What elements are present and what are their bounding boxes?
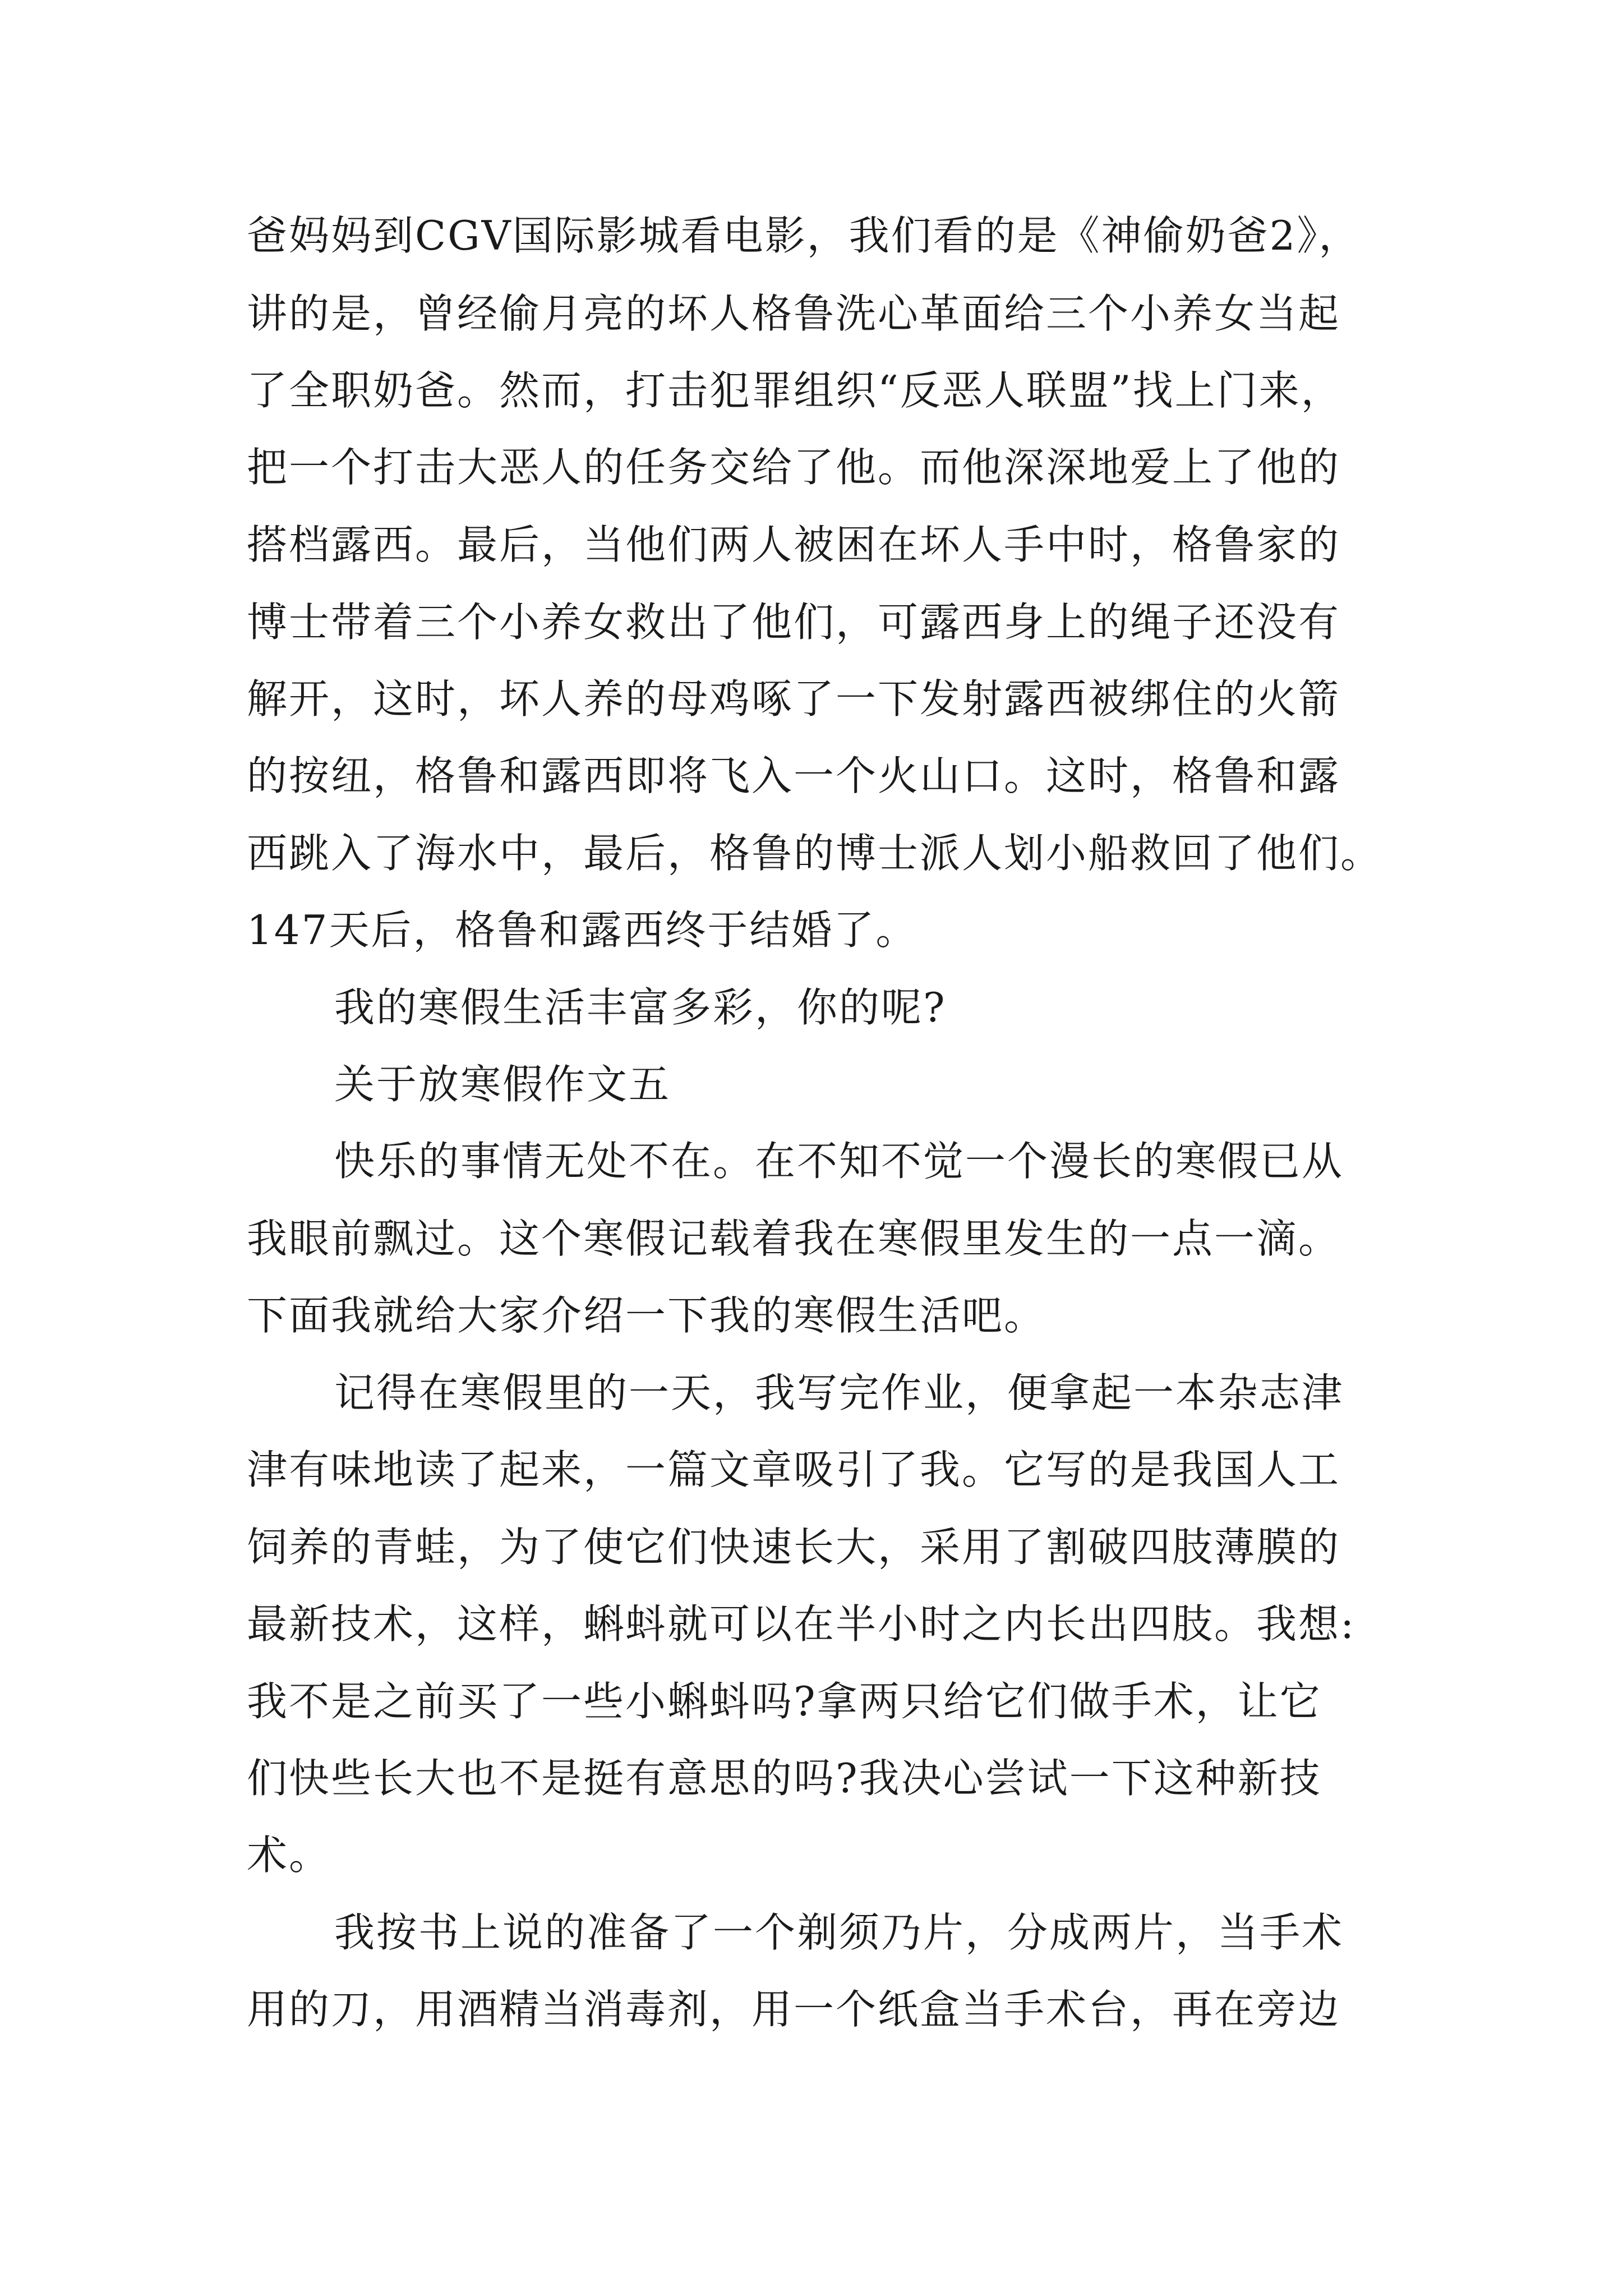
text-line: 博士带着三个小养女救出了他们，可露西身上的绳子还没有 bbox=[247, 599, 1341, 646]
text-line: 了全职奶爸。然而，打击犯罪组织“反恶人联盟”找上门来， bbox=[247, 367, 1343, 414]
text-line: 我的寒假生活丰富多彩，你的呢? bbox=[334, 984, 947, 1031]
text-line: 快乐的事情无处不在。在不知不觉一个漫长的寒假已从 bbox=[334, 1138, 1344, 1185]
text-line: 饲养的青蛙，为了使它们快速长大，采用了割破四肢薄膜的 bbox=[247, 1524, 1341, 1571]
text-line: 解开，这时，坏人养的母鸡啄了一下发射露西被绑住的火箭 bbox=[247, 675, 1341, 723]
text-line: 记得在寒假里的一天，我写完作业，便拿起一本杂志津 bbox=[334, 1369, 1344, 1416]
text-line: 的按纽，格鲁和露西即将飞入一个火山口。这时，格鲁和露 bbox=[247, 752, 1341, 799]
text-line: 搭档露西。最后，当他们两人被困在坏人手中时，格鲁家的 bbox=[247, 521, 1341, 568]
text-line: 西跳入了海水中，最后，格鲁的博士派人划小船救回了他们。 bbox=[247, 830, 1383, 877]
text-line: 我不是之前买了一些小蝌蚪吗?拿两只给它们做手术，让它 bbox=[247, 1678, 1322, 1725]
text-line: 爸妈妈到CGV国际影城看电影，我们看的是《神偷奶爸2》， bbox=[247, 212, 1361, 259]
text-line: 用的刀，用酒精当消毒剂，用一个纸盒当手术台，再在旁边 bbox=[247, 1986, 1341, 2033]
text-line: 147天后，格鲁和露西终于结婚了。 bbox=[247, 907, 918, 954]
text-line: 下面我就给大家介绍一下我的寒假生活吧。 bbox=[247, 1292, 1046, 1339]
text-line: 术。 bbox=[247, 1832, 331, 1879]
text-line: 最新技术，这样，蝌蚪就可以在半小时之内长出四肢。我想: bbox=[247, 1600, 1356, 1648]
text-line: 们快些长大也不是挺有意思的吗?我决心尝试一下这种新技 bbox=[247, 1755, 1322, 1802]
text-line: 我按书上说的准备了一个剃须乃片，分成两片，当手术 bbox=[334, 1909, 1344, 1956]
text-line: 我眼前飘过。这个寒假记载着我在寒假里发生的一点一滴。 bbox=[247, 1215, 1341, 1262]
text-line: 讲的是，曾经偷月亮的坏人格鲁洗心革面给三个小养女当起 bbox=[247, 290, 1341, 337]
text-line: 把一个打击大恶人的任务交给了他。而他深深地爱上了他的 bbox=[247, 444, 1341, 491]
section-heading: 关于放寒假作文五 bbox=[334, 1061, 671, 1108]
text-line: 津有味地读了起来，一篇文章吸引了我。它写的是我国人工 bbox=[247, 1446, 1341, 1493]
